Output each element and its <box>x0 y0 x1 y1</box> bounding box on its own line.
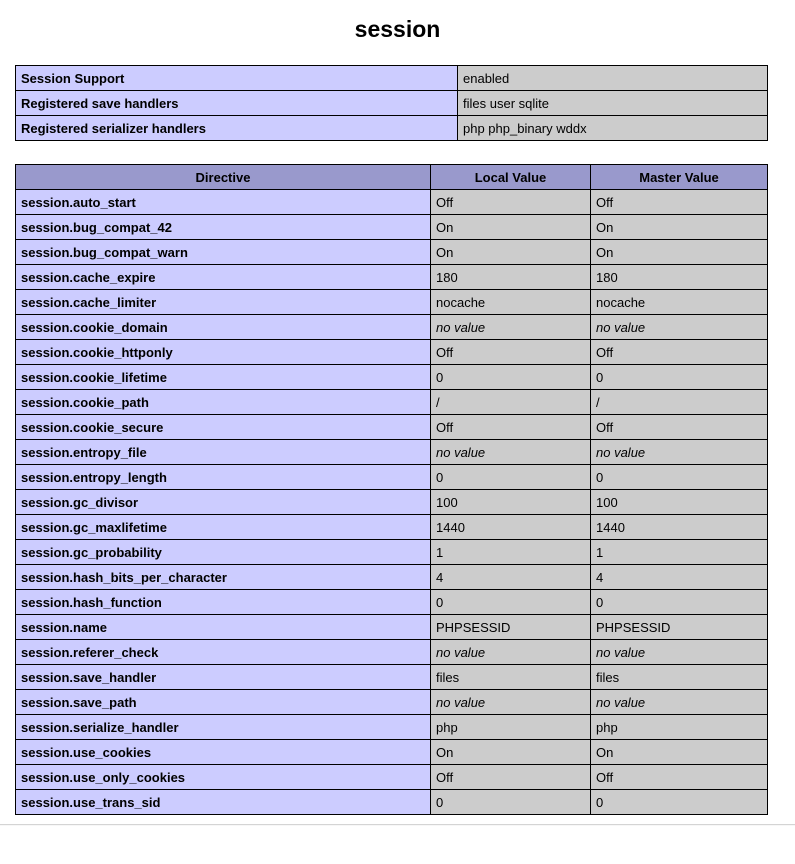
directive-name: session.hash_function <box>16 590 431 615</box>
local-value: no value <box>431 640 591 665</box>
summary-value: enabled <box>458 66 768 91</box>
directive-row <box>16 240 768 265</box>
directive-name: session.serialize_handler <box>16 715 431 740</box>
directive-name: session.auto_start <box>16 190 431 215</box>
column-header: Local Value <box>431 165 591 190</box>
local-value: Off <box>431 190 591 215</box>
local-value: 1 <box>431 540 591 565</box>
session-summary-table <box>15 65 768 141</box>
directive-name: session.cookie_domain <box>16 315 431 340</box>
master-value: php <box>591 715 768 740</box>
directive-row <box>16 340 768 365</box>
directive-name: session.save_path <box>16 690 431 715</box>
directive-name: session.referer_check <box>16 640 431 665</box>
local-value: 0 <box>431 790 591 815</box>
summary-row <box>16 66 768 91</box>
directive-name: session.cache_limiter <box>16 290 431 315</box>
local-value: 4 <box>431 565 591 590</box>
master-value: 0 <box>591 590 768 615</box>
directive-name: session.hash_bits_per_character <box>16 565 431 590</box>
directive-name: session.entropy_file <box>16 440 431 465</box>
master-value: 1440 <box>591 515 768 540</box>
master-value: 180 <box>591 265 768 290</box>
bottom-divider <box>0 824 795 826</box>
directive-row <box>16 415 768 440</box>
directive-name: session.save_handler <box>16 665 431 690</box>
local-value: / <box>431 390 591 415</box>
directive-row <box>16 215 768 240</box>
directive-row <box>16 490 768 515</box>
directive-row <box>16 190 768 215</box>
directive-row <box>16 790 768 815</box>
local-value: On <box>431 215 591 240</box>
master-value: no value <box>591 690 768 715</box>
local-value: 180 <box>431 265 591 290</box>
directive-row <box>16 265 768 290</box>
directive-row <box>16 565 768 590</box>
master-value: Off <box>591 340 768 365</box>
directive-name: session.cookie_path <box>16 390 431 415</box>
master-value: PHPSESSID <box>591 615 768 640</box>
column-header: Master Value <box>591 165 768 190</box>
local-value: 0 <box>431 590 591 615</box>
local-value: Off <box>431 340 591 365</box>
master-value: 0 <box>591 790 768 815</box>
column-header: Directive <box>16 165 431 190</box>
local-value: Off <box>431 415 591 440</box>
local-value: PHPSESSID <box>431 615 591 640</box>
summary-value: php php_binary wddx <box>458 116 768 141</box>
summary-label: Session Support <box>16 66 458 91</box>
master-value: Off <box>591 415 768 440</box>
directive-name: session.bug_compat_42 <box>16 215 431 240</box>
directive-row <box>16 390 768 415</box>
master-value: no value <box>591 440 768 465</box>
master-value: On <box>591 215 768 240</box>
directive-name: session.use_trans_sid <box>16 790 431 815</box>
directive-row <box>16 740 768 765</box>
directive-name: session.cache_expire <box>16 265 431 290</box>
local-value: php <box>431 715 591 740</box>
local-value: 100 <box>431 490 591 515</box>
master-value: Off <box>591 765 768 790</box>
directive-row <box>16 640 768 665</box>
directive-name: session.gc_divisor <box>16 490 431 515</box>
directive-name: session.use_only_cookies <box>16 765 431 790</box>
local-value: On <box>431 740 591 765</box>
directive-name: session.gc_probability <box>16 540 431 565</box>
master-value: nocache <box>591 290 768 315</box>
directive-name: session.entropy_length <box>16 465 431 490</box>
directive-name: session.cookie_secure <box>16 415 431 440</box>
directives-header-row <box>16 165 768 190</box>
master-value: 0 <box>591 465 768 490</box>
directive-row <box>16 590 768 615</box>
local-value: Off <box>431 765 591 790</box>
directive-row <box>16 315 768 340</box>
local-value: no value <box>431 690 591 715</box>
master-value: On <box>591 240 768 265</box>
directive-row <box>16 440 768 465</box>
summary-row <box>16 116 768 141</box>
directive-row <box>16 465 768 490</box>
directive-name: session.cookie_lifetime <box>16 365 431 390</box>
directive-row <box>16 765 768 790</box>
master-value: On <box>591 740 768 765</box>
directive-row <box>16 615 768 640</box>
master-value: files <box>591 665 768 690</box>
directive-name: session.name <box>16 615 431 640</box>
page-title: session <box>354 16 441 42</box>
master-value: no value <box>591 315 768 340</box>
local-value: 0 <box>431 465 591 490</box>
session-directives-table <box>15 164 768 815</box>
local-value: 0 <box>431 365 591 390</box>
directive-name: session.cookie_httponly <box>16 340 431 365</box>
master-value: no value <box>591 640 768 665</box>
directive-name: session.bug_compat_warn <box>16 240 431 265</box>
directive-row <box>16 365 768 390</box>
local-value: 1440 <box>431 515 591 540</box>
directive-name: session.gc_maxlifetime <box>16 515 431 540</box>
master-value: 100 <box>591 490 768 515</box>
local-value: On <box>431 240 591 265</box>
master-value: Off <box>591 190 768 215</box>
local-value: no value <box>431 315 591 340</box>
master-value: / <box>591 390 768 415</box>
local-value: no value <box>431 440 591 465</box>
local-value: files <box>431 665 591 690</box>
directive-row <box>16 515 768 540</box>
local-value: nocache <box>431 290 591 315</box>
directive-row <box>16 690 768 715</box>
phpinfo-session-page <box>0 16 795 864</box>
summary-label: Registered serializer handlers <box>16 116 458 141</box>
directive-row <box>16 715 768 740</box>
directive-name: session.use_cookies <box>16 740 431 765</box>
directive-row <box>16 540 768 565</box>
summary-value: files user sqlite <box>458 91 768 116</box>
summary-label: Registered save handlers <box>16 91 458 116</box>
master-value: 4 <box>591 565 768 590</box>
master-value: 1 <box>591 540 768 565</box>
master-value: 0 <box>591 365 768 390</box>
directive-row <box>16 290 768 315</box>
directive-row <box>16 665 768 690</box>
summary-row <box>16 91 768 116</box>
